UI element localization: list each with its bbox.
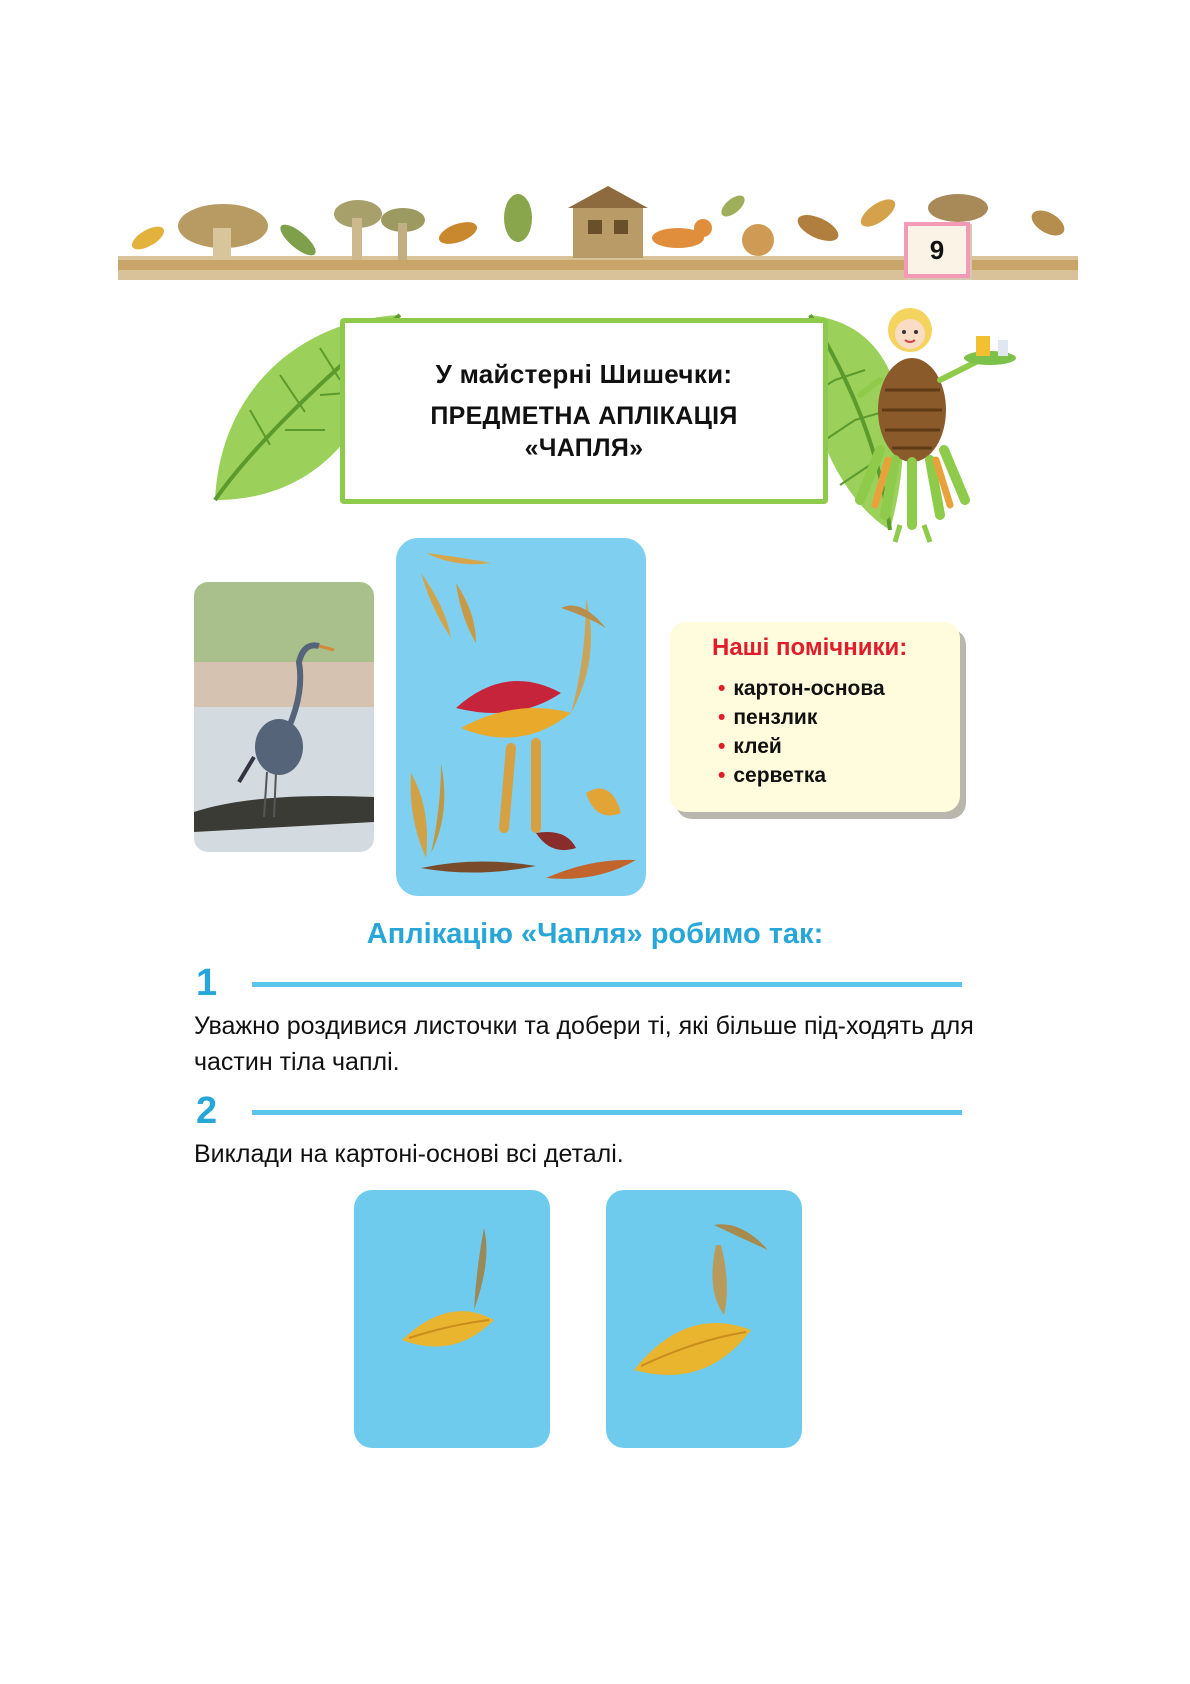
list-item bbox=[718, 703, 940, 732]
helpers-box bbox=[670, 622, 960, 812]
page-number: 9 bbox=[904, 222, 970, 278]
step-number: 2 bbox=[196, 1090, 218, 1132]
title-main: ПРЕДМЕТНА АПЛІКАЦІЯ bbox=[430, 401, 738, 430]
helper-item-label: серветка bbox=[733, 764, 827, 787]
helpers-list bbox=[692, 674, 940, 790]
bullet-icon: • bbox=[718, 764, 726, 787]
helper-item-label: картон-основа bbox=[733, 677, 885, 700]
title-project-name: «ЧАПЛЯ» bbox=[524, 433, 644, 462]
heron-photo bbox=[194, 582, 374, 852]
step-text: Уважно роздивися листочки та добери ті, які більше під-ходять для частин тіла чаплі. bbox=[194, 1012, 974, 1076]
step-illustration-neck bbox=[606, 1190, 802, 1448]
helper-item-label: клей bbox=[733, 735, 782, 758]
pinecone-girl-mascot bbox=[840, 300, 1030, 545]
title-banner bbox=[340, 318, 828, 504]
step-illustration-body bbox=[354, 1190, 550, 1448]
step-number: 1 bbox=[196, 962, 218, 1004]
list-item bbox=[718, 674, 940, 703]
bullet-icon: • bbox=[718, 706, 726, 729]
helper-item-label: пензлик bbox=[733, 706, 818, 729]
title-subtitle: У майстерні Шишечки: bbox=[435, 358, 733, 389]
bullet-icon: • bbox=[718, 735, 726, 758]
step-text: Виклади на картоні-основі всі деталі. bbox=[194, 1140, 624, 1168]
list-item bbox=[718, 761, 940, 790]
step-divider bbox=[252, 982, 962, 987]
helpers-title: Наші помічники: bbox=[712, 634, 908, 661]
heron-leaf-applique bbox=[396, 538, 646, 896]
step-divider bbox=[252, 1110, 962, 1115]
list-item bbox=[718, 732, 940, 761]
steps-heading: Аплікацію «Чапля» робимо так: bbox=[366, 918, 824, 950]
bullet-icon: • bbox=[718, 677, 726, 700]
